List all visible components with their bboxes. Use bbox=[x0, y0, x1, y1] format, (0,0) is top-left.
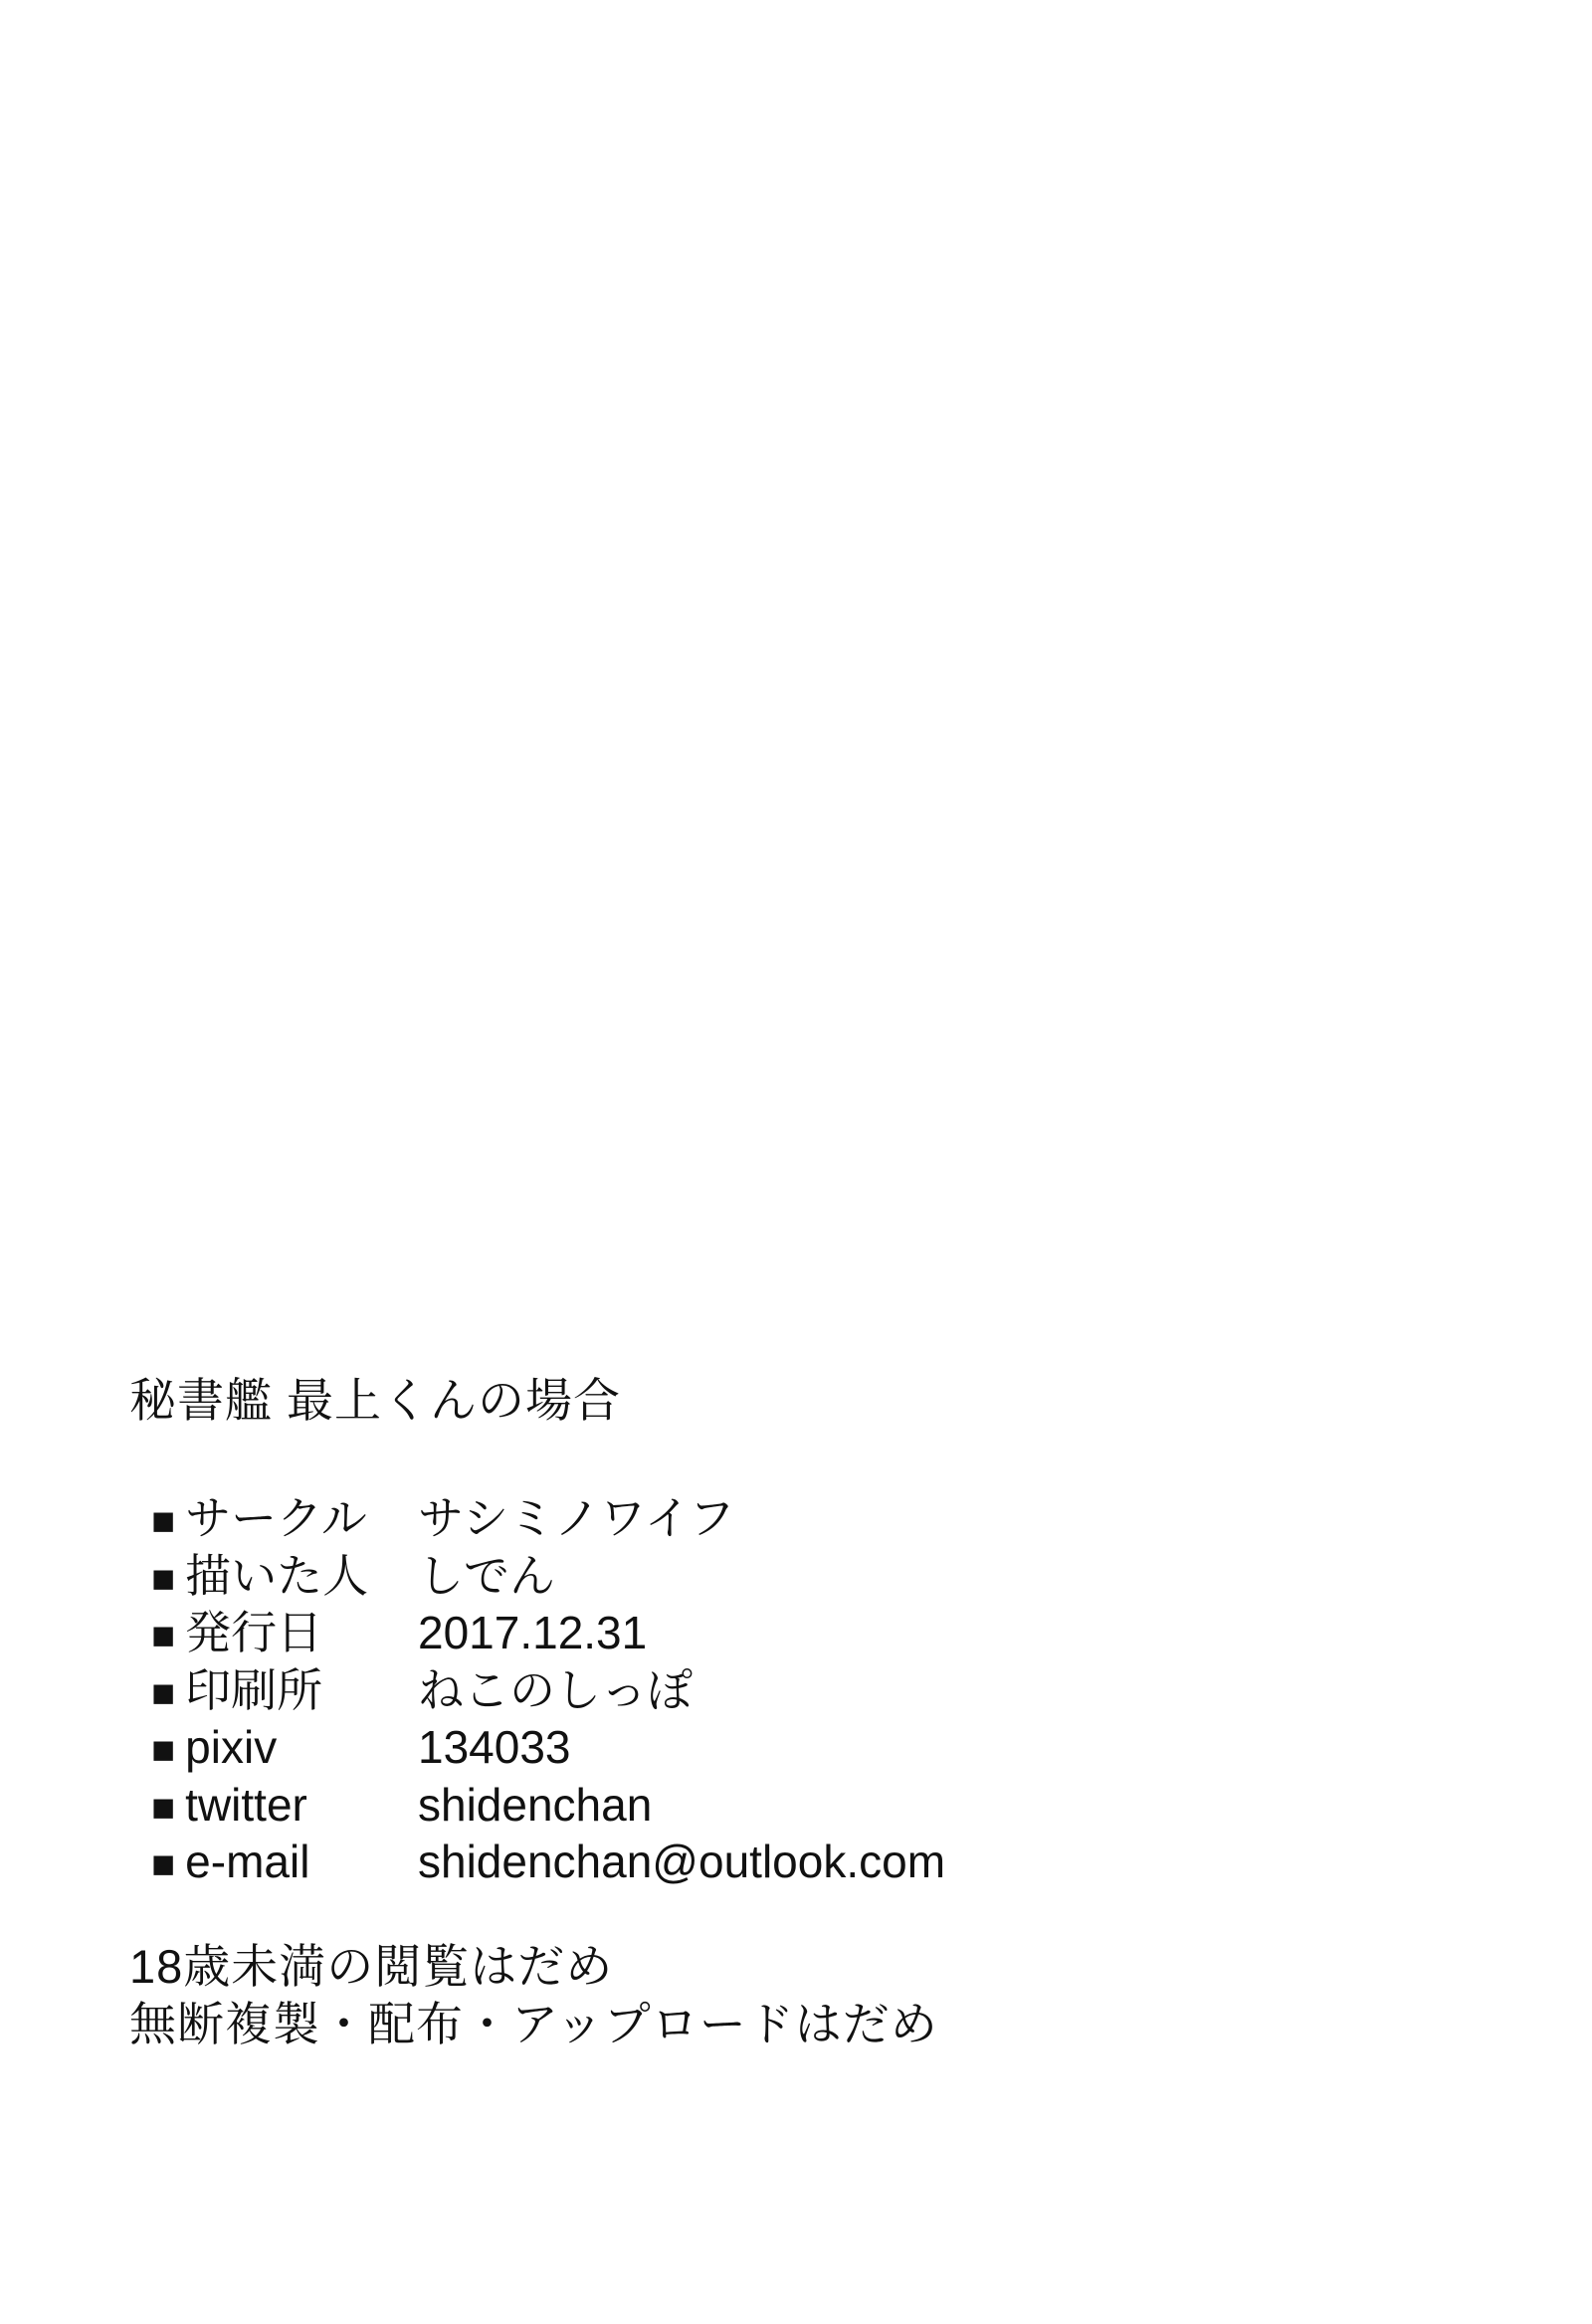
credit-value: しでん bbox=[418, 1549, 555, 1602]
credit-label: e-mail bbox=[185, 1836, 310, 1887]
bullet-square-icon: ■ bbox=[151, 1842, 176, 1886]
credit-key bbox=[151, 1834, 418, 1894]
age-restriction-notice bbox=[129, 1938, 938, 2052]
credit-label: twitter bbox=[185, 1778, 307, 1831]
credit-row-artist bbox=[151, 1548, 945, 1606]
bullet-square-icon: ■ bbox=[151, 1614, 176, 1657]
bullet-square-icon: ■ bbox=[151, 1785, 176, 1830]
notice-line: 無断複製・配布・アップロードはだめ bbox=[129, 1997, 938, 2050]
credit-value: 2017.12.31 bbox=[418, 1607, 648, 1658]
credit-value: shidenchan@outlook.com bbox=[418, 1836, 946, 1887]
credit-row-publish-date bbox=[151, 1605, 945, 1662]
credit-key bbox=[151, 1719, 418, 1780]
credit-key bbox=[151, 1662, 418, 1723]
credit-label: 発行日 bbox=[185, 1607, 323, 1658]
credit-label: pixiv bbox=[185, 1721, 278, 1773]
credit-row-printer bbox=[151, 1662, 945, 1720]
credit-key bbox=[151, 1777, 418, 1838]
credit-key bbox=[151, 1605, 418, 1665]
bullet-square-icon: ■ bbox=[151, 1499, 176, 1543]
bullet-square-icon: ■ bbox=[151, 1670, 176, 1715]
credit-row-pixiv bbox=[151, 1719, 945, 1777]
credit-label: サークル bbox=[185, 1492, 367, 1544]
credit-value: サシミノワイフ bbox=[418, 1492, 735, 1544]
credit-value: shidenchan bbox=[418, 1778, 653, 1831]
credit-row-email bbox=[151, 1834, 945, 1891]
bullet-square-icon: ■ bbox=[151, 1728, 176, 1772]
credit-label: 印刷所 bbox=[185, 1663, 323, 1716]
credit-value: ねこのしっぽ bbox=[418, 1663, 693, 1716]
notice-line: 18歳未満の閲覧はだめ bbox=[129, 1940, 614, 1993]
credit-row-circle bbox=[151, 1490, 945, 1548]
credit-value: 134033 bbox=[418, 1721, 571, 1773]
credit-label: 描いた人 bbox=[185, 1549, 369, 1602]
credit-key bbox=[151, 1490, 418, 1551]
credits-list bbox=[151, 1490, 945, 1891]
credit-row-twitter bbox=[151, 1777, 945, 1835]
page-title: 秘書艦 最上くんの場合 bbox=[129, 1374, 622, 1427]
credit-key bbox=[151, 1548, 418, 1609]
bullet-square-icon: ■ bbox=[151, 1556, 176, 1601]
